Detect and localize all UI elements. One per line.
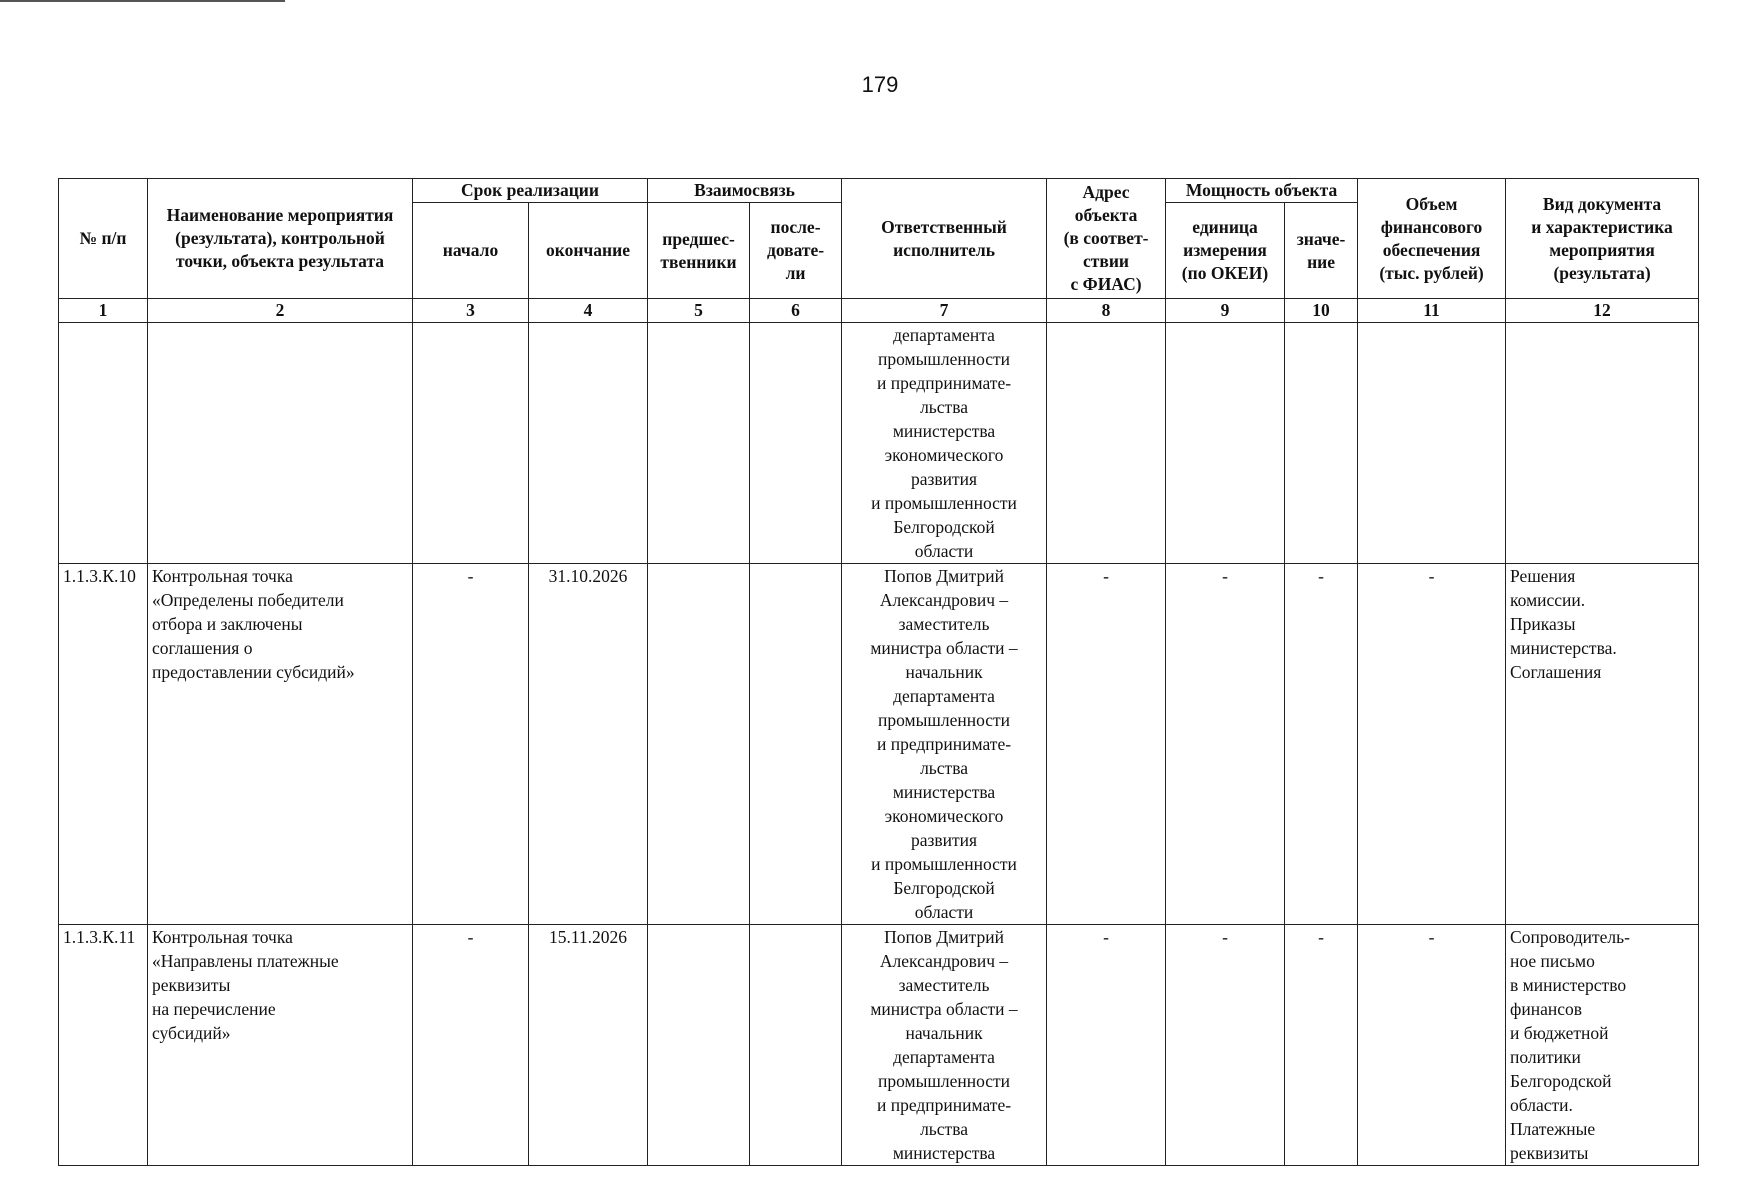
row-num: 1.1.3.К.11: [59, 925, 148, 1166]
header-link: Взаимосвязь: [648, 179, 842, 203]
header-name: Наименование мероприятия (результата), контрольной точки, объекта результата: [148, 179, 413, 299]
header-period: Срок реализации: [413, 179, 648, 203]
row-address: [1047, 323, 1166, 564]
row-unit: -: [1166, 925, 1285, 1166]
column-number: 10: [1285, 299, 1358, 323]
row-start: [413, 323, 529, 564]
row-successors: [750, 925, 842, 1166]
column-number: 4: [529, 299, 648, 323]
table-row: [59, 925, 1699, 1166]
row-unit: [1166, 323, 1285, 564]
row-successors: [750, 564, 842, 925]
column-number: 8: [1047, 299, 1166, 323]
row-address: -: [1047, 564, 1166, 925]
row-finance: [1358, 323, 1506, 564]
row-responsible: Попов Дмитрий Александрович – заместитель министра области – начальник департамента промышленности и предпринимате- льства министерства экономического развития и промышленности Белгородской области: [842, 564, 1047, 925]
row-predecessors: [648, 323, 750, 564]
header-num: № п/п: [59, 179, 148, 299]
column-number: 3: [413, 299, 529, 323]
table-row: [59, 323, 1699, 564]
row-end: 15.11.2026: [529, 925, 648, 1166]
column-number: 5: [648, 299, 750, 323]
row-doc-type: [1506, 323, 1699, 564]
row-predecessors: [648, 564, 750, 925]
header-doc-type: Вид документа и характеристика мероприятия (результата): [1506, 179, 1699, 299]
row-start: -: [413, 564, 529, 925]
row-name: Контрольная точка «Определены победители отбора и заключены соглашения о предоставлении субсидий»: [148, 564, 413, 925]
row-responsible: Попов Дмитрий Александрович – заместитель министра области – начальник департамента промышленности и предпринимате- льства министерства: [842, 925, 1047, 1166]
header-capacity-value: значе- ние: [1285, 203, 1358, 299]
row-unit: -: [1166, 564, 1285, 925]
header-address: Адрес объекта (в соответ- ствии с ФИАС): [1047, 179, 1166, 299]
column-number: 11: [1358, 299, 1506, 323]
row-value: -: [1285, 925, 1358, 1166]
row-predecessors: [648, 925, 750, 1166]
column-number: 1: [59, 299, 148, 323]
column-number-row: [59, 299, 1699, 323]
column-number: 6: [750, 299, 842, 323]
column-number: 9: [1166, 299, 1285, 323]
column-number: 12: [1506, 299, 1699, 323]
row-name: Контрольная точка «Направлены платежные реквизиты на перечисление субсидий»: [148, 925, 413, 1166]
header-finance: Объем финансового обеспечения (тыс. рублей): [1358, 179, 1506, 299]
column-number: 2: [148, 299, 413, 323]
row-end: [529, 323, 648, 564]
top-rule-line: [0, 0, 285, 2]
header-link-successors: после- довате- ли: [750, 203, 842, 299]
header-link-predecessors: предшес- твенники: [648, 203, 750, 299]
row-num: 1.1.3.К.10: [59, 564, 148, 925]
row-successors: [750, 323, 842, 564]
row-finance: -: [1358, 925, 1506, 1166]
row-finance: -: [1358, 564, 1506, 925]
row-num: [59, 323, 148, 564]
header-capacity: Мощность объекта: [1166, 179, 1358, 203]
row-doc-type: Решения комиссии. Приказы министерства. Соглашения: [1506, 564, 1699, 925]
row-end: 31.10.2026: [529, 564, 648, 925]
header-capacity-unit: единица измерения (по ОКЕИ): [1166, 203, 1285, 299]
header-responsible: Ответственный исполнитель: [842, 179, 1047, 299]
page-number: 179: [861, 72, 899, 97]
row-address: -: [1047, 925, 1166, 1166]
row-start: -: [413, 925, 529, 1166]
row-doc-type: Сопроводитель- ное письмо в министерство финансов и бюджетной политики Белгородской области. Платежные реквизиты: [1506, 925, 1699, 1166]
header-period-end: окончание: [529, 203, 648, 299]
implementation-plan-table: [58, 178, 1699, 1166]
column-number: 7: [842, 299, 1047, 323]
row-value: -: [1285, 564, 1358, 925]
row-name: [148, 323, 413, 564]
row-value: [1285, 323, 1358, 564]
row-responsible: департамента промышленности и предпринимате- льства министерства экономического развития и промышленности Белгородской области: [842, 323, 1047, 564]
table-row: [59, 564, 1699, 925]
header-period-start: начало: [413, 203, 529, 299]
